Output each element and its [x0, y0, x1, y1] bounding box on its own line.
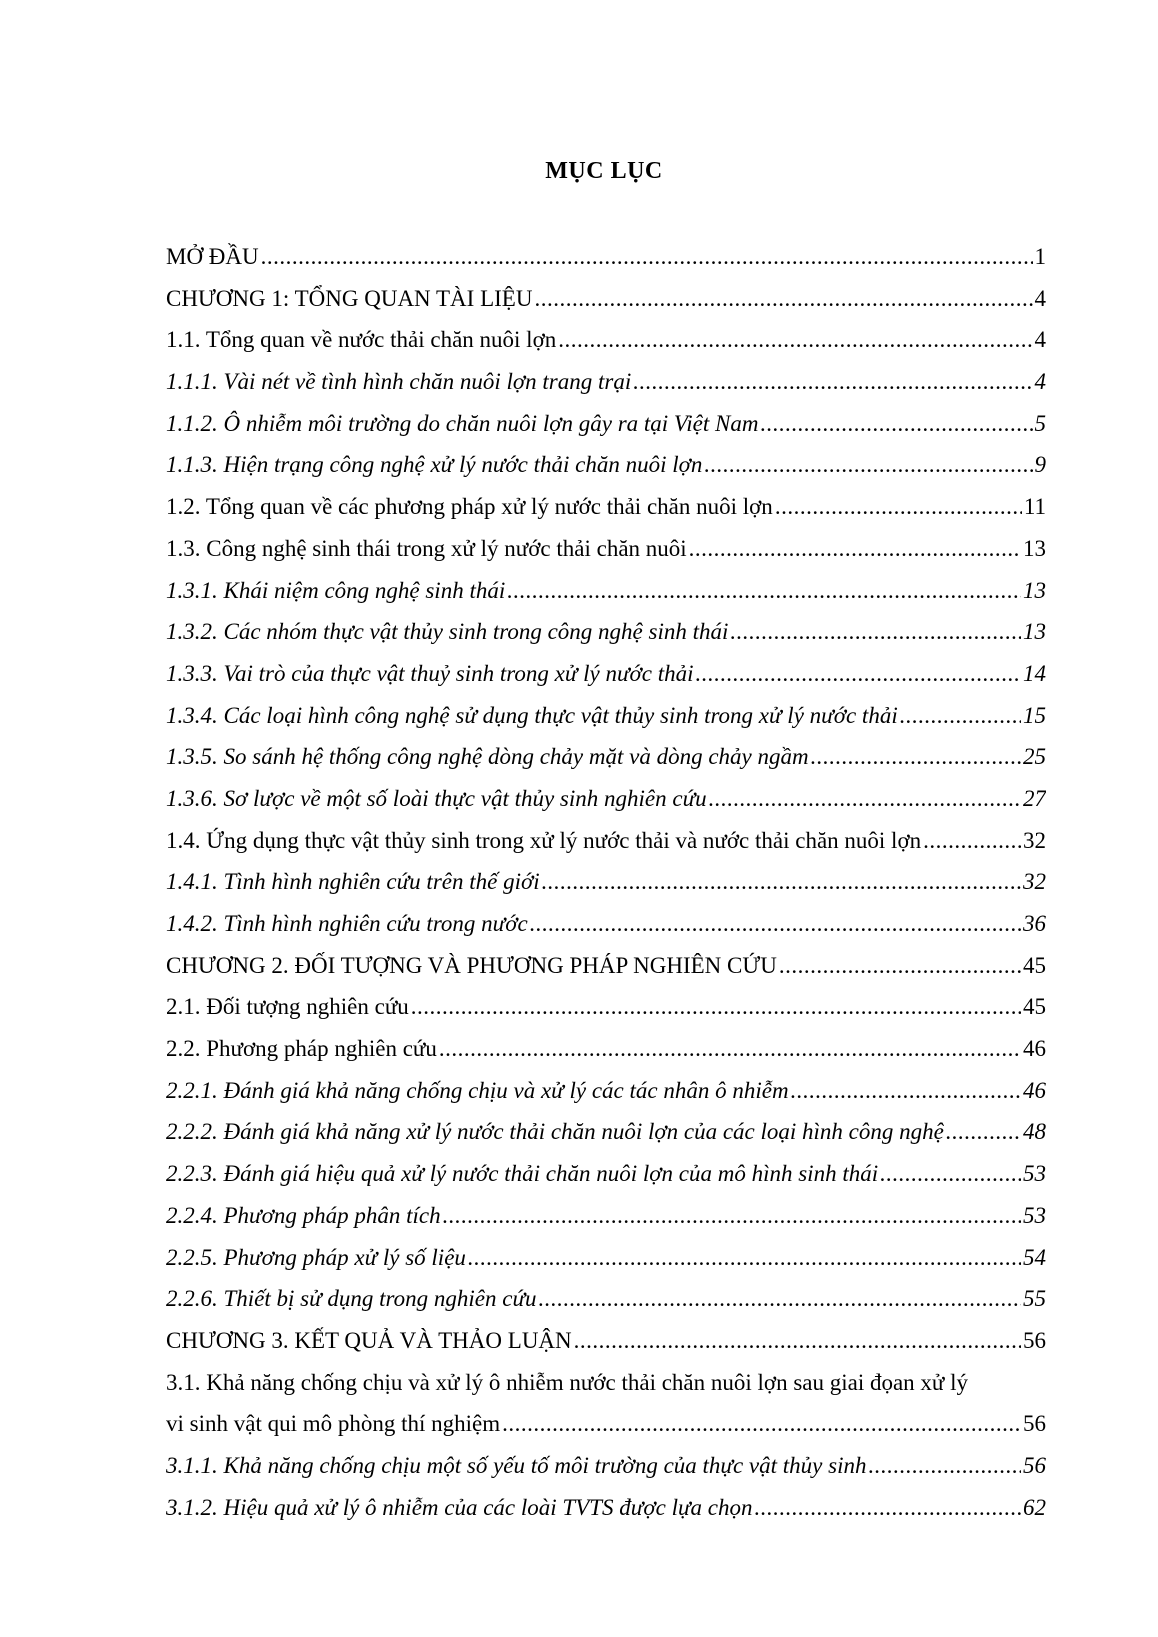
- toc-entry-label: 1.3.4. Các loại hình công nghệ sử dụng thực vật thủy sinh trong xử lý nước thải: [166, 702, 898, 728]
- toc-page-number: 48: [1023, 1119, 1046, 1145]
- toc-leader-dots: [900, 695, 1021, 737]
- toc-entry-label: 1.3.5. So sánh hệ thống công nghệ dòng chảy mặt và dòng chảy ngầm: [166, 744, 809, 770]
- toc-entry-label: 1.3.1. Khái niệm công nghệ sinh thái: [166, 577, 506, 603]
- toc-entry[interactable]: [166, 236, 1046, 278]
- toc-entry-label: 1.4. Ứng dụng thực vật thủy sinh trong xử lý nước thải và nước thải chăn nuôi lợn: [166, 827, 922, 853]
- toc-entry[interactable]: [166, 1111, 1046, 1153]
- toc-entry-label: 3.1.2. Hiệu quả xử lý ô nhiễm của các loài TVTS được lựa chọn: [166, 1494, 753, 1520]
- toc-entry-label: 1.3. Công nghệ sinh thái trong xử lý nước thải chăn nuôi: [166, 535, 687, 561]
- toc-entry[interactable]: [166, 278, 1046, 320]
- toc-entry[interactable]: [166, 695, 1046, 737]
- toc-entry-label-line1: 3.1. Khả năng chống chịu và xử lý ô nhiễm nước thải chăn nuôi lợn sau giai đọan xử lý: [166, 1369, 969, 1395]
- toc-entry[interactable]: [166, 319, 1046, 361]
- toc-leader-dots: [468, 1237, 1021, 1279]
- toc-entry-label: 2.2.2. Đánh giá khả năng xử lý nước thải chăn nuôi lợn của các loại hình công nghệ: [166, 1119, 944, 1145]
- toc-entry[interactable]: [166, 903, 1046, 945]
- toc-page-number: 56: [1023, 1327, 1046, 1353]
- toc-entry-label: 1.1. Tổng quan về nước thải chăn nuôi lợn: [166, 327, 557, 353]
- toc-page-number: 13: [1023, 619, 1046, 645]
- toc-leader-dots: [946, 1111, 1021, 1153]
- toc-entry[interactable]: [166, 611, 1046, 653]
- toc-entry-label-line2: vi sinh vật qui mô phòng thí nghiệm: [166, 1411, 501, 1437]
- toc-page-number: 5: [1034, 410, 1046, 436]
- toc-entry-label: 1.3.2. Các nhóm thực vật thủy sinh trong công nghệ sinh thái: [166, 619, 729, 645]
- toc-leader-dots: [542, 861, 1021, 903]
- toc-page-number: 53: [1023, 1202, 1046, 1228]
- toc-leader-dots: [574, 1320, 1021, 1362]
- toc-entry[interactable]: [166, 1153, 1046, 1195]
- toc-leader-dots: [439, 1028, 1021, 1070]
- toc-entry-label: 2.2. Phương pháp nghiên cứu: [166, 1036, 437, 1062]
- toc-entry[interactable]: [166, 861, 1046, 903]
- toc-entry-label: 1.1.1. Vài nét về tình hình chăn nuôi lợn trang trại: [166, 369, 632, 395]
- toc-entry-label: CHƯƠNG 1: TỔNG QUAN TÀI LIỆU: [166, 285, 533, 311]
- toc-entries-after: [166, 1445, 1046, 1528]
- toc-entry-label: MỞ ĐẦU: [166, 244, 259, 269]
- toc-page-number: 45: [1023, 994, 1046, 1020]
- toc-entry-label: CHƯƠNG 3. KẾT QUẢ VÀ THẢO LUẬN: [166, 1327, 572, 1353]
- toc-entry-label: 1.1.2. Ô nhiễm môi trường do chăn nuôi lợn gây ra tại Việt Nam: [166, 410, 759, 436]
- toc-leader-dots: [923, 820, 1021, 862]
- toc-entry[interactable]: [166, 1445, 1046, 1487]
- toc-page-number: 36: [1023, 911, 1046, 936]
- toc-entry[interactable]: [166, 653, 1046, 695]
- toc-leader-dots: [868, 1445, 1021, 1487]
- toc-page-number: 62: [1023, 1494, 1046, 1520]
- toc-entry[interactable]: [166, 1487, 1046, 1529]
- toc-page-number: 32: [1023, 827, 1046, 853]
- toc-leader-dots: [443, 1195, 1021, 1237]
- toc-page-number: 46: [1023, 1036, 1046, 1062]
- toc-page-number: 27: [1023, 785, 1046, 811]
- toc-entry[interactable]: [166, 1028, 1046, 1070]
- toc-leader-dots: [633, 361, 1032, 403]
- toc-entry[interactable]: [166, 820, 1046, 862]
- toc-page-number: 4: [1034, 285, 1046, 311]
- toc-page-number: 4: [1034, 327, 1046, 353]
- toc-entry-label: 1.1.3. Hiện trạng công nghệ xử lý nước thải chăn nuôi lợn: [166, 452, 703, 478]
- toc-entry-label: 1.2. Tổng quan về các phương pháp xử lý nước thải chăn nuôi lợn: [166, 494, 773, 520]
- toc-entry-label: 3.1.1. Khả năng chống chịu một số yếu tố môi trường của thực vật thủy sinh: [166, 1452, 867, 1478]
- toc-page-number: 9: [1034, 452, 1046, 478]
- toc-page-number: 15: [1023, 702, 1046, 728]
- table-of-contents: [166, 236, 1046, 1528]
- toc-entry[interactable]: [166, 736, 1046, 778]
- toc-entry-label: 2.2.1. Đánh giá khả năng chống chịu và xử lý các tác nhân ô nhiễm: [166, 1077, 789, 1103]
- toc-entry[interactable]: [166, 1070, 1046, 1112]
- toc-leader-dots: [530, 903, 1021, 945]
- toc-leader-dots: [558, 319, 1032, 361]
- page-title: MỤC LỤC: [545, 158, 663, 184]
- toc-leader-dots: [791, 1070, 1021, 1112]
- toc-page-number: 54: [1023, 1244, 1046, 1270]
- toc-leader-dots: [689, 528, 1021, 570]
- toc-entry-label: 2.2.4. Phương pháp phân tích: [166, 1202, 441, 1228]
- toc-entry-label: 2.2.3. Đánh giá hiệu quả xử lý nước thải chăn nuôi lợn của mô hình sinh thái: [166, 1161, 879, 1187]
- toc-entry[interactable]: [166, 444, 1046, 486]
- toc-page-number: 46: [1023, 1077, 1046, 1103]
- toc-leader-dots: [709, 778, 1021, 820]
- toc-page-number: 56: [1023, 1411, 1046, 1437]
- toc-leader-dots: [779, 945, 1021, 987]
- toc-page-number: 14: [1023, 660, 1046, 686]
- toc-page-number: 13: [1023, 577, 1046, 603]
- toc-entry[interactable]: [166, 778, 1046, 820]
- toc-entry[interactable]: [166, 1237, 1046, 1279]
- toc-entry[interactable]: [166, 1195, 1046, 1237]
- toc-leader-dots: [502, 1403, 1021, 1445]
- toc-leader-dots: [754, 1487, 1021, 1529]
- toc-entry-label: 2.2.5. Phương pháp xử lý số liệu: [166, 1244, 466, 1270]
- toc-entry-multiline[interactable]: [166, 1362, 1046, 1445]
- toc-page-number: 32: [1023, 869, 1046, 895]
- toc-leader-dots: [507, 570, 1021, 612]
- toc-page-number: 13: [1023, 535, 1046, 561]
- toc-leader-dots: [696, 653, 1021, 695]
- toc-entry-label: CHƯƠNG 2. ĐỐI TƯỢNG VÀ PHƯƠNG PHÁP NGHIÊN CỨU: [166, 952, 777, 978]
- toc-leader-dots: [539, 1278, 1021, 1320]
- toc-entry[interactable]: [166, 945, 1046, 987]
- toc-page-number: 4: [1034, 369, 1046, 395]
- toc-entry-label: 1.4.1. Tình hình nghiên cứu trên thế giới: [166, 869, 540, 895]
- toc-page-number: 55: [1023, 1286, 1046, 1312]
- toc-entry-label: 2.1. Đối tượng nghiên cứu: [166, 994, 409, 1020]
- toc-entry[interactable]: [166, 528, 1046, 570]
- toc-entry[interactable]: [166, 361, 1046, 403]
- toc-page-number: 53: [1023, 1161, 1046, 1187]
- toc-leader-dots: [880, 1153, 1021, 1195]
- toc-entry-label: 1.3.6. Sơ lược về một số loài thực vật thủy sinh nghiên cứu: [166, 785, 707, 811]
- toc-entries: [166, 236, 1046, 1362]
- toc-page-number: 1: [1034, 244, 1046, 269]
- toc-leader-dots: [411, 986, 1021, 1028]
- toc-leader-dots: [775, 486, 1022, 528]
- toc-page-number: 25: [1023, 744, 1046, 770]
- toc-entry-label: 1.3.3. Vai trò của thực vật thuỷ sinh trong xử lý nước thải: [166, 660, 694, 686]
- toc-entry-line2: [166, 1403, 1046, 1445]
- toc-entry[interactable]: [166, 1320, 1046, 1362]
- toc-leader-dots: [704, 444, 1032, 486]
- toc-leader-dots: [534, 278, 1032, 320]
- toc-entry-label: 2.2.6. Thiết bị sử dụng trong nghiên cứu: [166, 1286, 537, 1312]
- toc-entry[interactable]: [166, 486, 1046, 528]
- toc-leader-dots: [730, 611, 1021, 653]
- toc-entry[interactable]: [166, 570, 1046, 612]
- toc-page-number: 11: [1023, 494, 1046, 520]
- toc-leader-dots: [261, 236, 1033, 278]
- toc-entry-label: 1.4.2. Tình hình nghiên cứu trong nước: [166, 911, 528, 936]
- toc-entry[interactable]: [166, 986, 1046, 1028]
- toc-page-number: 56: [1023, 1452, 1046, 1478]
- toc-page-number: 45: [1023, 952, 1046, 978]
- toc-entry[interactable]: [166, 403, 1046, 445]
- toc-entry[interactable]: [166, 1278, 1046, 1320]
- toc-leader-dots: [811, 736, 1021, 778]
- toc-leader-dots: [760, 403, 1032, 445]
